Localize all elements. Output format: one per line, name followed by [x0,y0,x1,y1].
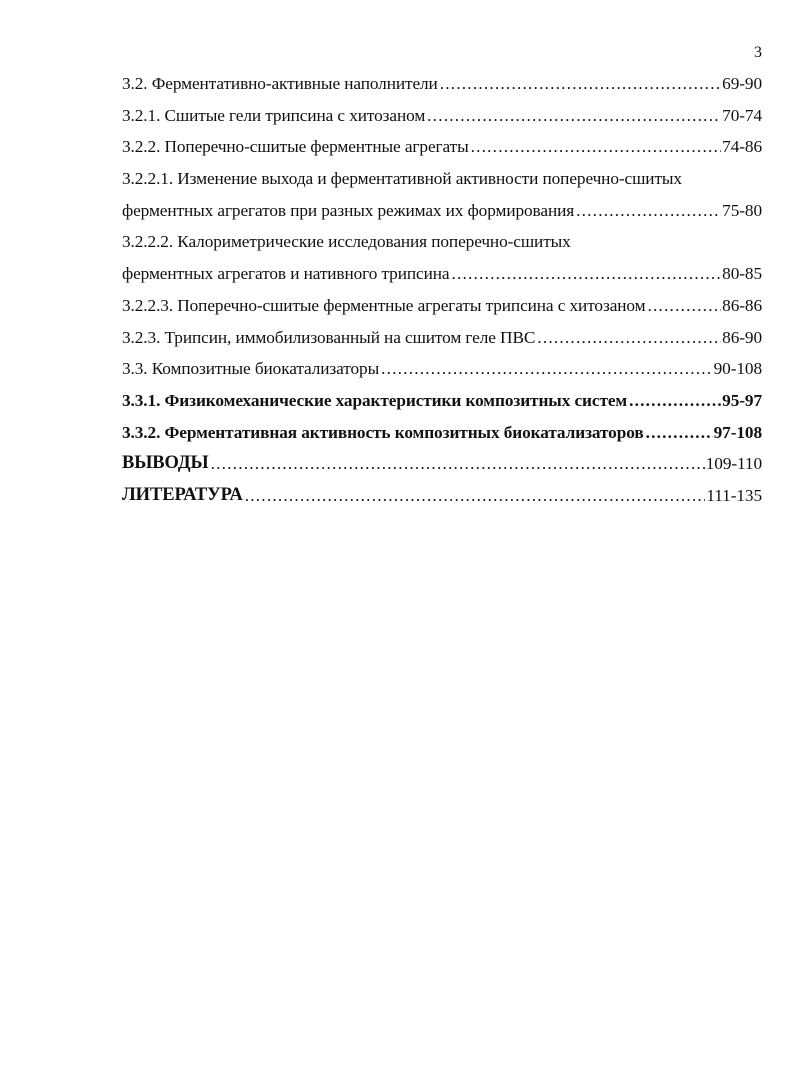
toc-entry-literature [122,480,762,512]
toc-entry-page: 80-85 [722,264,762,284]
toc-entry-title: ВЫВОДЫ [122,453,209,474]
toc-entry-3-3-1 [122,385,762,417]
toc-entry-page: 86-86 [722,295,762,315]
leader-dots [644,417,713,449]
toc-entry-title: 3.3.2. Ферментативная активность композитных биокатализаторов [122,422,644,442]
page-number: 3 [754,44,762,61]
toc-entry-title: 3.2.2.1. Изменение выхода и ферментативной активности поперечно-сшитых [122,169,682,189]
leader-dots [574,195,721,227]
toc-entry-title: 3.2. Ферментативно-активные наполнители [122,74,438,93]
leader-dots [379,353,713,385]
toc-entry-title-cont: ферментных агрегатов при разных режимах их формирования [122,200,575,220]
toc-entry-page: 86-90 [722,327,762,347]
toc-entry-title: 3.3.1. Физикомеханические характеристики композитных систем [122,390,628,410]
toc-entry-3-2-2-1-cont [122,195,762,227]
toc-entry-3-3 [122,353,762,385]
leader-dots [627,385,721,417]
toc-entry-page: 109-110 [705,454,762,474]
toc-entry-conclusions [122,448,762,480]
toc-entry-3-2-2-2-cont [122,258,762,290]
toc-entry-3-2-1 [122,100,762,132]
toc-entry-page: 69-90 [722,74,762,93]
toc-entry-3-2-3 [122,322,762,354]
toc-entry-page: 95-97 [722,390,762,410]
toc-entry-3-3-2 [122,417,762,449]
toc-entry-title: 3.2.1. Сшитые гели трипсина с хитозаном [122,105,426,125]
toc-entry-page: 75-80 [722,200,762,220]
leader-dots [425,100,721,132]
toc-entry-title: 3.2.2.2. Калориметрические исследования поперечно-сшитых [122,232,571,252]
toc-entry-title: 3.2.3. Трипсин, иммобилизованный на сшитом геле ПВС [122,327,536,347]
toc-entry-3-2-2-1 [122,163,762,195]
toc-entry-page: 97-108 [713,422,762,442]
toc-entry-title: 3.2.2.3. Поперечно-сшитые ферментные агрегаты трипсина с хитозаном [122,295,646,315]
toc-entry-title: 3.3. Композитные биокатализаторы [122,359,380,379]
toc-entry-title: 3.2.2. Поперечно-сшитые ферментные агрегаты [122,137,469,157]
table-of-contents [122,68,762,512]
toc-entry-title-cont: ферментных агрегатов и нативного трипсина [122,264,450,284]
leader-dots [438,68,721,100]
leader-dots [449,258,721,290]
toc-entry-page: 111-135 [706,485,762,505]
toc-entry-3-2-2 [122,131,762,163]
toc-entry-page: 90-108 [713,359,762,379]
toc-entry-title: ЛИТЕРАТУРА [122,484,243,505]
toc-entry-page: 74-86 [722,137,762,157]
leader-dots [469,131,722,163]
toc-entry-3-2 [122,68,762,100]
toc-entry-3-2-2-2 [122,226,762,258]
leader-dots [243,480,706,512]
leader-dots [209,448,705,480]
leader-dots [535,322,721,354]
toc-entry-page: 70-74 [722,105,762,125]
toc-entry-3-2-2-3 [122,290,762,322]
leader-dots [645,290,721,322]
